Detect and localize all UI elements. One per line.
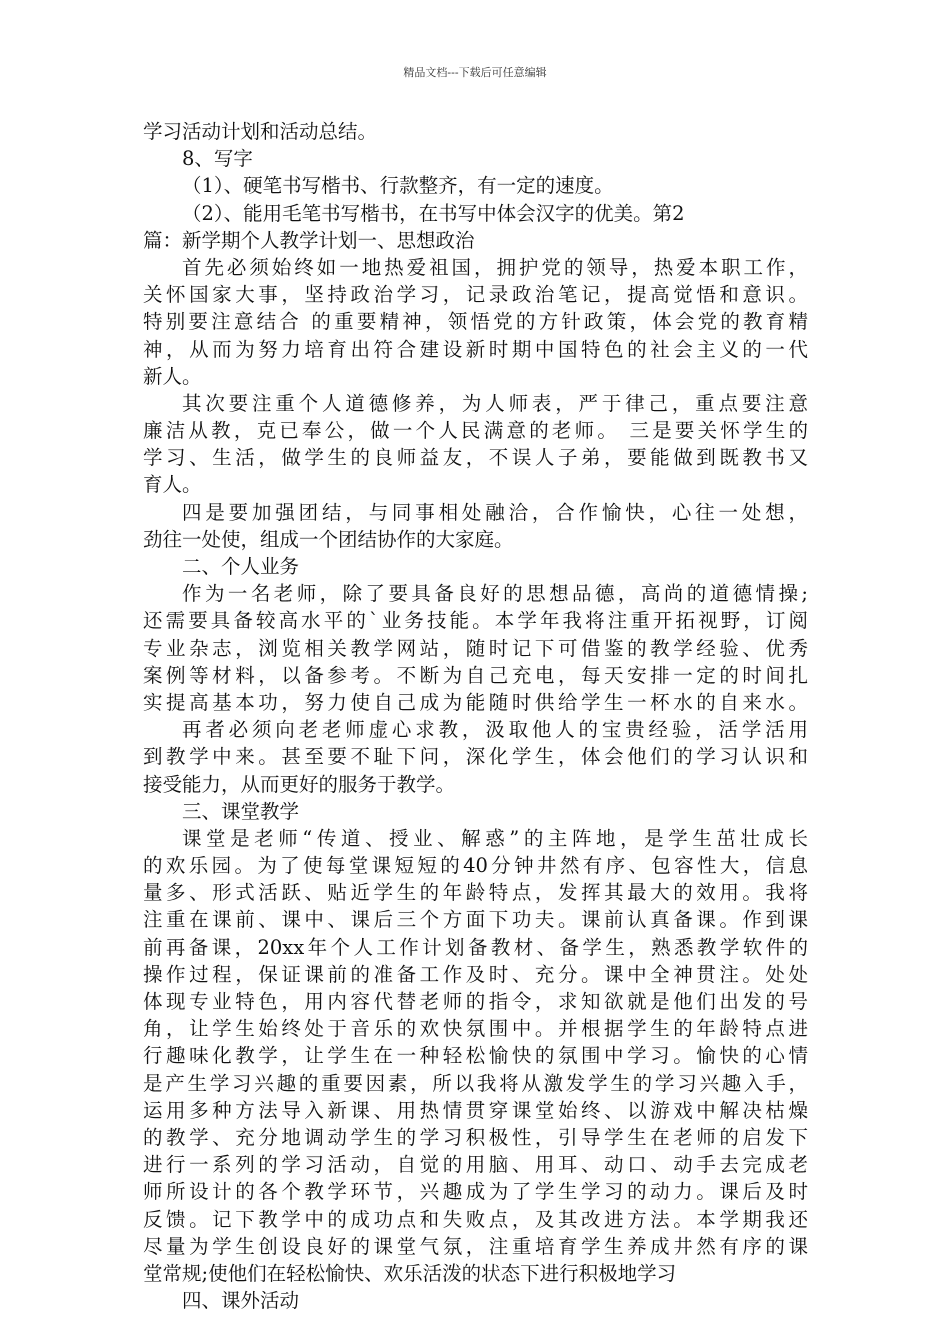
text-line: 的教学、充分地调动学生的学习积极性，引导学生在老师的启发下	[143, 1125, 808, 1149]
text-line: 运用多种方法导入新课、用热情贯穿课堂始终、以游戏中解决枯燥	[143, 1098, 808, 1122]
text-line: 新人。	[143, 364, 202, 388]
text-line: 三、课堂教学	[182, 799, 300, 823]
text-line: 作为一名老师，除了要具备良好的思想品德，高尚的道德情操;	[182, 582, 808, 606]
text-line: 特别要注意结合 的重要精神，领悟党的方针政策，体会党的教育精	[143, 310, 808, 334]
text-line: 的欢乐园。为了使每堂课短短的40分钟井然有序、包容性大，信息	[143, 854, 808, 878]
text-line: 是产生学习兴趣的重要因素，所以我将从激发学生的学习兴趣入手，	[143, 1071, 808, 1095]
text-line: 反馈。记下教学中的成功点和失败点，及其改进方法。本学期我还	[143, 1207, 808, 1231]
text-line: 再者必须向老老师虚心求教，汲取他人的宝贵经验，活学活用	[182, 718, 808, 742]
text-line: 堂常规;使他们在轻松愉快、欢乐活泼的状态下进行积极地学习	[143, 1261, 677, 1285]
text-line: 首先必须始终如一地热爱祖国，拥护党的领导，热爱本职工作，	[182, 255, 808, 279]
text-line: 学习活动计划和活动总结。	[143, 120, 378, 143]
text-line: （2）、能用毛笔书写楷书，在书写中体会汉字的优美。第2	[182, 201, 685, 225]
text-line: 实提高基本功，努力使自己成为能随时供给学生一杯水的自来水。	[143, 690, 808, 714]
text-line: 神，从而为努力培育出符合建设新时期中国特色的社会主义的一代	[143, 337, 808, 361]
text-line: 尽量为学生创设良好的课堂气氛，注重培育学生养成井然有序的课	[143, 1234, 808, 1258]
text-line: 篇：新学期个人教学计划一、思想政治	[143, 228, 475, 252]
text-line: 廉洁从教，克已奉公，做一个人民满意的老师。 三是要关怀学生的	[143, 419, 808, 443]
document-body	[143, 118, 808, 1314]
text-line: 学习、生活，做学生的良师益友，不误人子弟，要能做到既教书又	[143, 446, 808, 470]
text-line: 师所设计的各个教学环节，兴趣成为了学生学习的动力。课后及时	[143, 1180, 808, 1204]
text-line: 还需要具备较高水平的`业务技能。本学年我将注重开拓视野，订阅	[143, 609, 808, 633]
text-line: 四是要加强团结，与同事相处融洽，合作愉快，心往一处想，	[182, 500, 808, 524]
text-line: 四、课外活动	[182, 1289, 300, 1313]
text-line: 到教学中来。甚至要不耻下问，深化学生，体会他们的学习认识和	[143, 745, 808, 769]
text-line: 育人。	[143, 473, 202, 497]
text-line: （1）、硬笔书写楷书、行款整齐，有一定的速度。	[182, 174, 614, 198]
text-line: 劲往一处使，组成一个团结协作的大家庭。	[143, 527, 514, 551]
text-line: 注重在课前、课中、课后三个方面下功夫。课前认真备课。作到课	[143, 908, 808, 932]
text-line: 专业杂志，浏览相关教学网站，随时记下可借鉴的教学经验、优秀	[143, 636, 808, 660]
text-line: 二、个人业务	[182, 555, 300, 578]
text-line: 8、写字	[182, 147, 253, 171]
text-line: 操作过程，保证课前的准备工作及时、充分。课中全神贯注。处处	[143, 962, 808, 986]
text-line: 行趣味化教学，让学生在一种轻松愉快的氛围中学习。愉快的心情	[143, 1044, 808, 1068]
text-line: 量多、形式活跃、贴近学生的年龄特点，发挥其最大的效用。我将	[143, 881, 808, 905]
text-line: 体现专业特色，用内容代替老师的指令，求知欲就是他们出发的号	[143, 990, 808, 1013]
text-line: 其次要注重个人道德修养，为人师表，严于律己，重点要注意	[182, 391, 808, 415]
text-line: 案例等材料，以备参考。不断为自己充电，每天安排一定的时间扎	[143, 663, 808, 687]
text-line: 课堂是老师“传道、授业、解惑”的主阵地，是学生茁壮成长	[182, 826, 808, 850]
text-line: 前再备课，20xx年个人工作计划备教材、备学生，熟悉教学软件的	[143, 935, 808, 959]
text-line: 角，让学生始终处于音乐的欢快氛围中。并根据学生的年龄特点进	[143, 1017, 808, 1041]
page-header: 精品文档---下载后可任意编辑	[403, 66, 547, 79]
text-line: 接受能力，从而更好的服务于教学。	[143, 772, 456, 796]
text-line: 关怀国家大事，坚持政治学习，记录政治笔记，提高觉悟和意识。	[143, 283, 808, 307]
text-line: 进行一系列的学习活动，自觉的用脑、用耳、动口、动手去完成老	[143, 1153, 808, 1177]
